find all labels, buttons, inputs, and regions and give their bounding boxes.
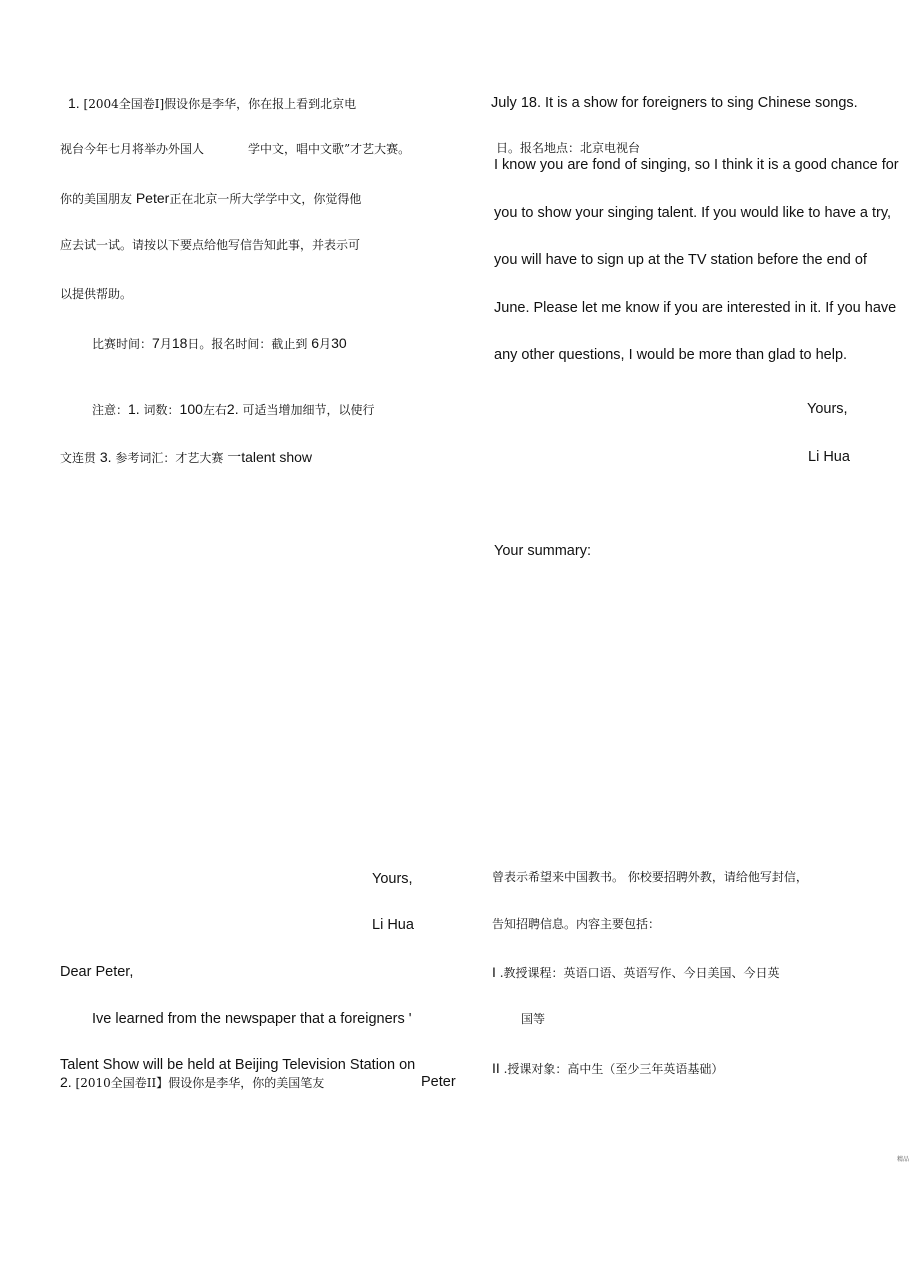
note-word-count: 100	[179, 401, 203, 417]
q1-heading	[68, 96, 356, 110]
note-coherent: 文连贯	[60, 451, 97, 465]
left-sign-name: Li Hua	[372, 917, 414, 933]
time-label: 比赛时间：	[92, 337, 153, 351]
q2-peter: Peter	[421, 1074, 456, 1090]
q2-item-1-cont: 国等	[521, 1012, 546, 1026]
right-overlap-chinese: 日。报名地点：北京电视台	[496, 141, 641, 155]
q1-line-2	[60, 143, 410, 155]
left-sign-yours: Yours,	[372, 871, 413, 887]
note-3-num: 3.	[99, 449, 112, 465]
time-month: 7	[152, 335, 160, 351]
right-letter-line-1: July 18. It is a show for foreigners to sing Chinese songs.	[491, 95, 858, 111]
q1-line-2b: 学中文，唱中文歌”才艺大赛。	[248, 142, 411, 156]
right-letter-line-4: you will have to sign up at the TV station before the end of	[494, 252, 867, 268]
q1-notes	[92, 402, 374, 416]
q2-item-2	[492, 1061, 723, 1075]
q1-line-4: 应去试一试。请按以下要点给他写信告知此事，并表示可	[60, 238, 361, 252]
note-word-count-label: 词数：	[143, 403, 180, 417]
right-letter-line-3: you to show your singing talent. If you would like to have a try,	[494, 205, 892, 221]
right-sign-yours: Yours,	[807, 401, 848, 417]
time-month-unit: 月	[159, 337, 172, 351]
right-letter-line-6: any other questions, I would be more than glad to help.	[494, 347, 848, 363]
q2-heading	[60, 1075, 324, 1089]
q1-line-3c: 正在北京一所大学学中文，你觉得他	[169, 192, 362, 206]
note-3-text: 参考词汇：才艺大赛	[115, 451, 224, 465]
letter-line-1: Ive learned from the newspaper that a foreigners '	[92, 1011, 412, 1027]
note-label: 注意：	[92, 403, 129, 417]
right-sign-name: Li Hua	[808, 449, 850, 465]
letter-greeting: Dear Peter,	[60, 964, 134, 980]
q2-number: 2.	[60, 1074, 72, 1090]
summary-label: Your summary:	[494, 543, 591, 559]
q1-line-2a: 视台今年七月将举办外国人	[60, 142, 205, 156]
footer-mark: 精品	[897, 1156, 910, 1163]
letter-line-2: Talent Show will be held at Beijing Television Station on	[60, 1057, 416, 1073]
item-1-text: .教授课程：英语口语、英语写作、今日美国、今日英	[499, 966, 780, 980]
note-1-num: 1.	[128, 401, 140, 417]
q1-heading-text: [2004全国卷I]假设你是李华，你在报上看到北京电	[83, 97, 357, 111]
q1-line-3a: 你的美国朋友	[60, 192, 133, 206]
deadline-month: 6	[311, 335, 320, 351]
note-approx: 左右	[202, 403, 227, 417]
item-1-num: I	[492, 964, 496, 980]
q1-number: 1.	[68, 95, 80, 111]
q2-item-1	[492, 965, 780, 979]
time-day: 18	[171, 335, 188, 351]
q1-line-3	[60, 191, 361, 205]
right-letter-line-2: I know you are fond of singing, so I think it is a good chance for	[494, 157, 899, 173]
deadline-day: 30	[331, 335, 347, 351]
q2-heading-text: [2010全国卷II】假设你是李华，你的美国笔友	[75, 1076, 325, 1090]
q1-vocab	[60, 450, 312, 464]
q1-peter: Peter	[135, 190, 170, 206]
note-2-text: 可适当增加细节，以使行	[242, 403, 375, 417]
q1-line-5: 以提供帮助。	[60, 287, 133, 301]
item-2-text: .授课对象：高中生（至少三年英语基础）	[503, 1062, 724, 1076]
q2-cont-line-2: 告知招聘信息。内容主要包括：	[492, 917, 661, 931]
right-letter-line-5: June. Please let me know if you are interested in it. If you have	[494, 300, 897, 316]
note-2-num: 2.	[226, 401, 239, 417]
item-2-num: II	[492, 1060, 500, 1076]
time-deadline-label: 日。报名时间：截止到	[187, 337, 308, 351]
q2-cont-line-1: 曾表示希望来中国教书。 你校要招聘外教，请给他写封信，	[492, 870, 808, 884]
deadline-month-unit: 月	[319, 337, 332, 351]
note-3-vocab: 一talent show	[227, 449, 313, 465]
q1-competition-time	[92, 336, 347, 350]
